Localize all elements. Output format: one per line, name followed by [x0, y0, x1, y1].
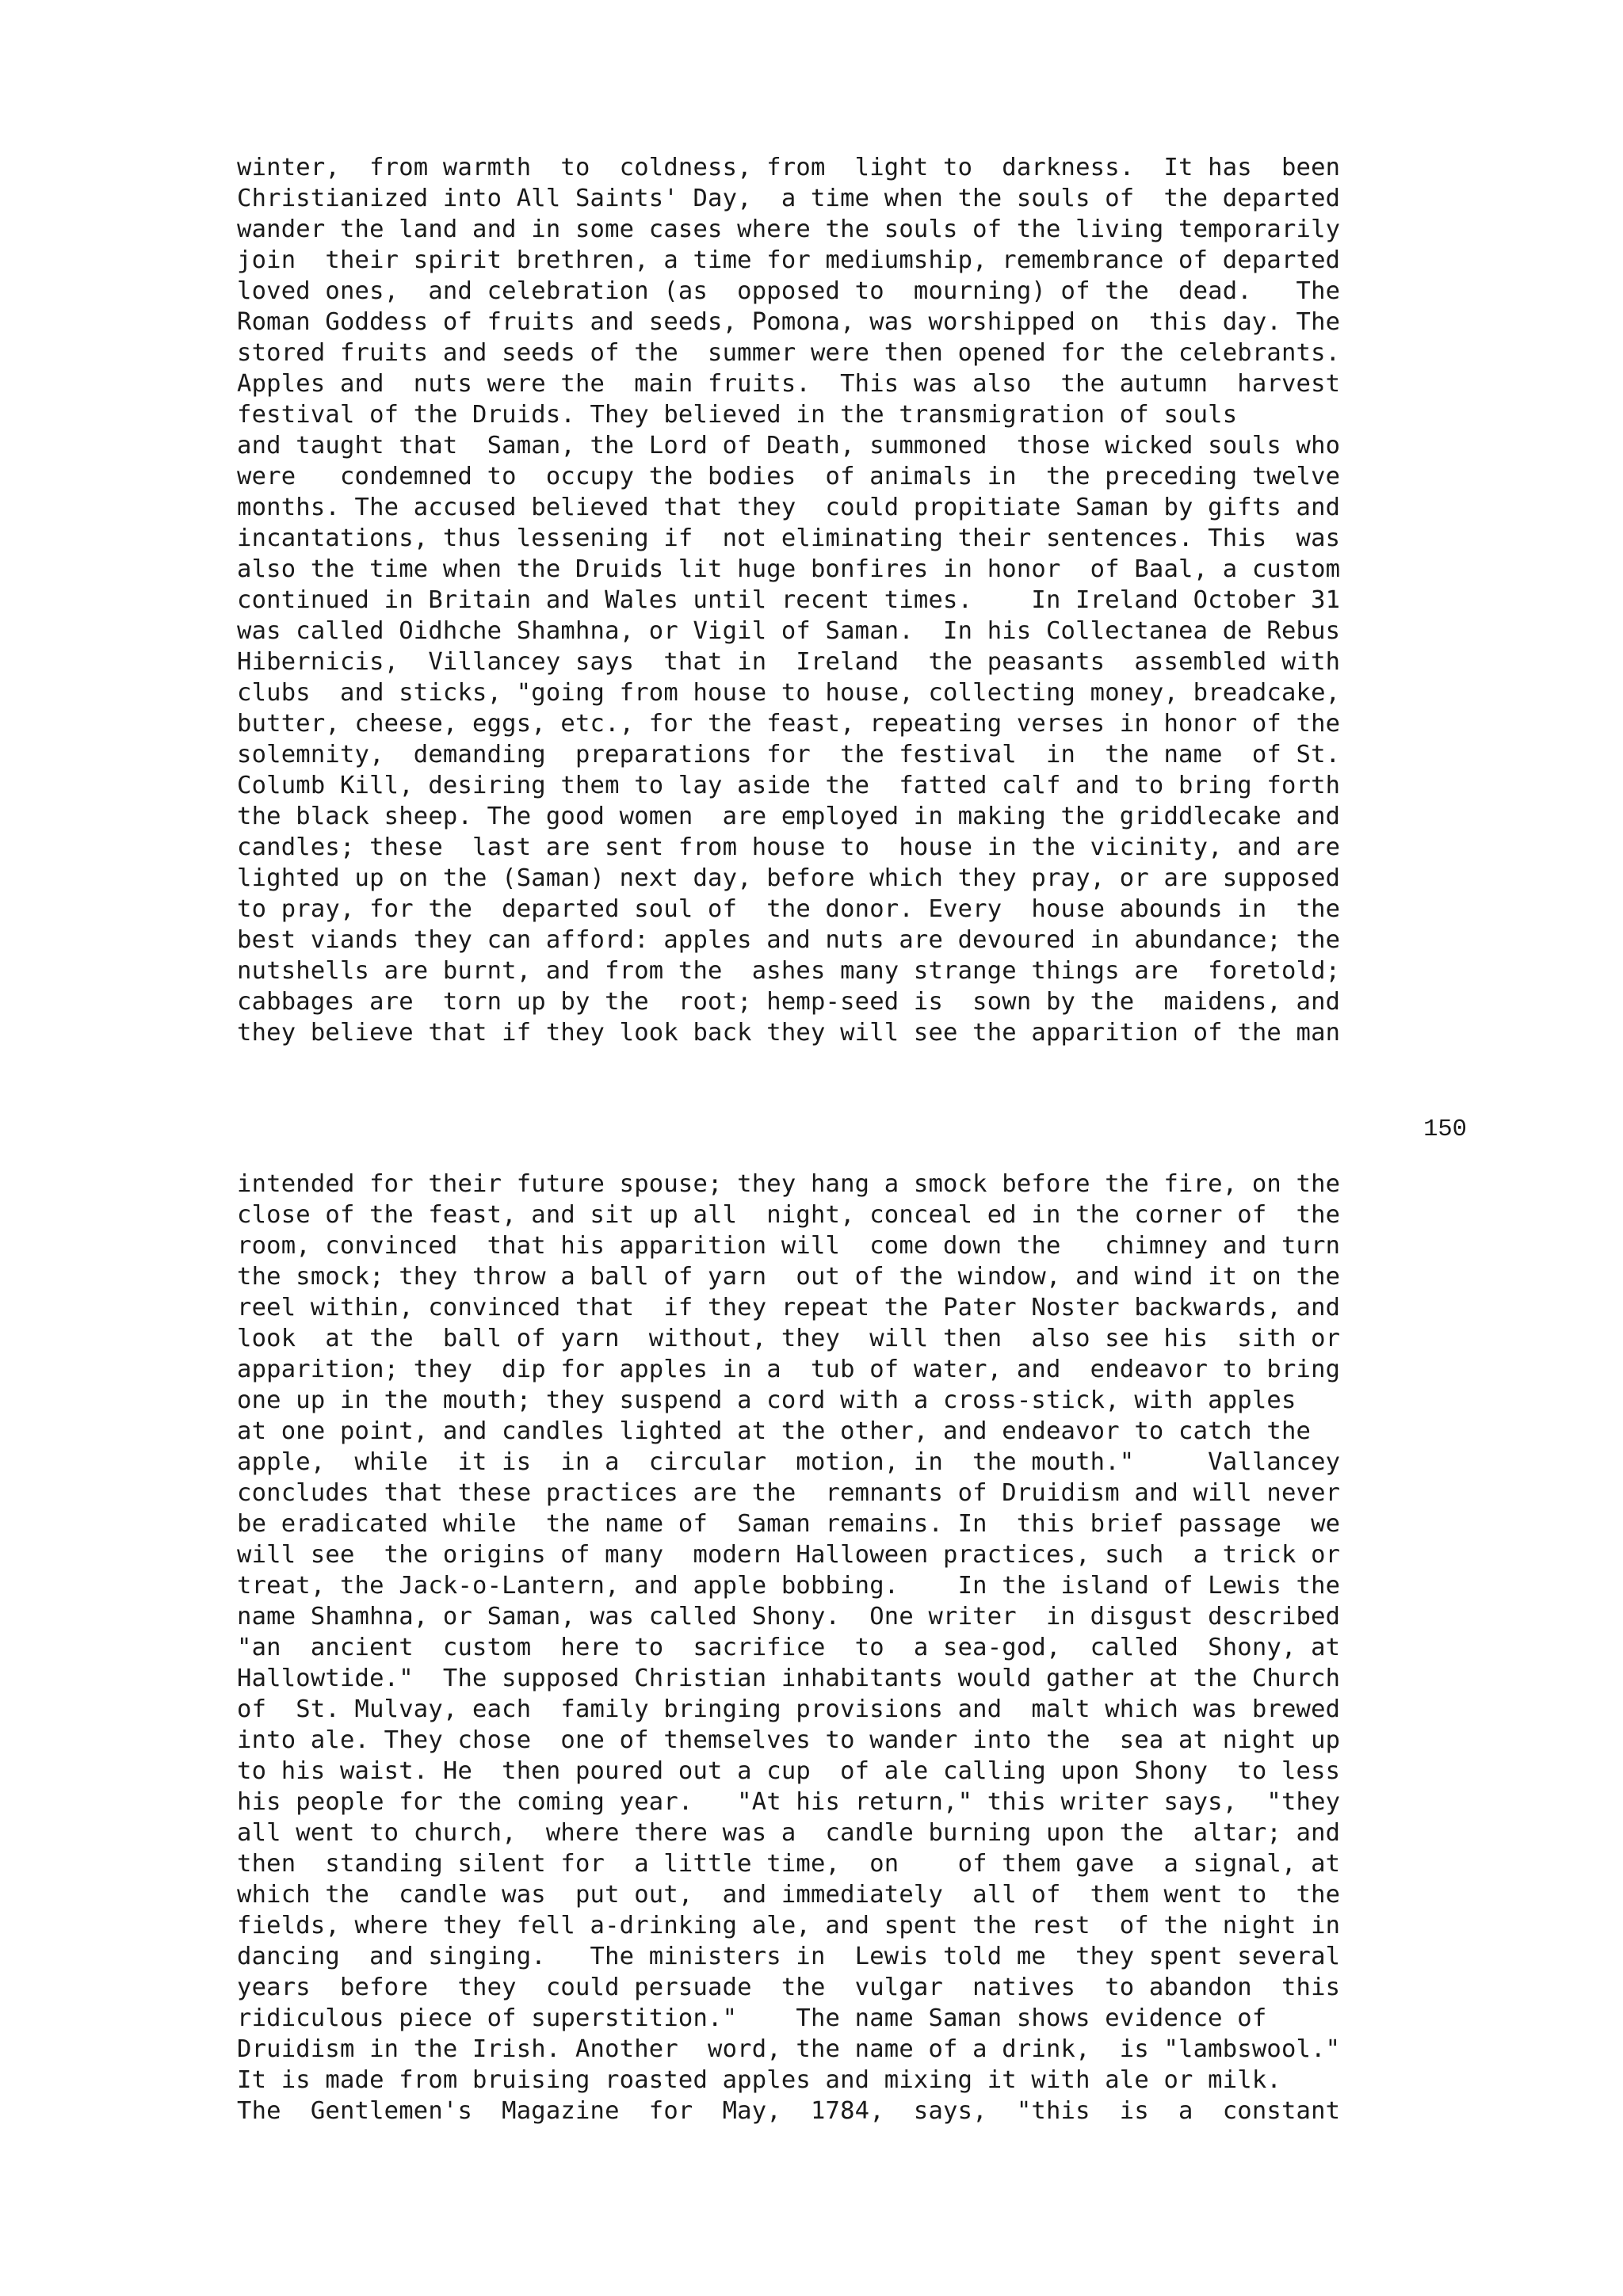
page-number: 150 [1423, 1116, 1467, 1143]
text-block-top: winter, from warmth to coldness, from light to darkness. It has been Christianized into All Saints' Day, a time when the souls of the departed wander the land and in some cases where the souls of the living temporarily join their spirit brethren, a time for mediumship, remembrance of departed loved ones, and celebration (as opposed to mourning) of the dead. The Roman Goddess of fruits and seeds, Pomona, was worshipped on this day. The stored fruits and seeds of the summer were then opened for the celebrants. Apples and nuts were the main fruits. This was also the autumn harvest festival of the Druids. They believed in the transmigration of souls and taught that Saman, the Lord of Death, summoned those wicked souls who were condemned to occupy the bodies of animals in the preceding twelve months. The accused believed that they could propitiate Saman by gifts and incantations, thus lessening if not eliminating their sentences. This was also the time when the Druids lit huge bonfires in honor of Baal, a custom continued in Britain and Wales until recent times. In Ireland October 31 was called Oidhche Shamhna, or Vigil of Saman. In his Collectanea de Rebus Hibernicis, Villancey says that in Ireland the peasants assembled with clubs and sticks, "going from house to house, collecting money, breadcake, butter, cheese, eggs, etc., for the feast, repeating verses in honor of the solemnity, demanding preparations for the festival in the name of St. Columb Kill, desiring them to lay aside the fatted calf and to bring forth the black sheep. The good women are employed in making the griddlecake and candles; these last are sent from house to house in the vicinity, and are lighted up on the (Saman) next day, before which they pray, or are supposed to pray, for the departed soul of the donor. Every house abounds in the best viands they can afford: apples and nuts are devoured in abundance; the nutshells are burnt, and from the ashes many strange things are foretold; cabbages are torn up by the root; hemp-seed is sown by the maidens, and they believe that if they look back they will see the apparition of the man [237, 154, 1341, 1047]
text-block-bottom: intended for their future spouse; they hang a smock before the fire, on the close of the feast, and sit up all night, conceal ed in the corner of the room, convinced that his apparition will come down the chimney and turn the smock; they throw a ball of yarn out of the window, and wind it on the reel within, convinced that if they repeat the Pater Noster backwards, and look at the ball of yarn without, they will then also see his sith or apparition; they dip for apples in a tub of water, and endeavor to bring one up in the mouth; they suspend a cord with a cross-stick, with apples at one point, and candles lighted at the other, and endeavor to catch the apple, while it is in a circular motion, in the mouth." Vallancey concludes that these practices are the remnants of Druidism and will never be eradicated while the name of Saman remains. In this brief passage we will see the origins of many modern Halloween practices, such a trick or treat, the Jack-o-Lantern, and apple bobbing. In the island of Lewis the name Shamhna, or Saman, was called Shony. One writer in disgust described "an ancient custom here to sacrifice to a sea-god, called Shony, at Hallowtide." The supposed Christian inhabitants would gather at the Church of St. Mulvay, each family bringing provisions and malt which was brewed into ale. They chose one of themselves to wander into the sea at night up to his waist. He then poured out a cup of ale calling upon Shony to less his people for the coming year. "At his return," this writer says, "they all went to church, where there was a candle burning upon the altar; and then standing silent for a little time, on of them gave a signal, at which the candle was put out, and immediately all of them went to the fields, where they fell a-drinking ale, and spent the rest of the night in dancing and singing. The ministers in Lewis told me they spent several years before they could persuade the vulgar natives to abandon this ridiculous piece of superstition." The name Saman shows evidence of Druidism in the Irish. Another word, the name of a drink, is "lambswool." It is made from bruising roasted apples and mixing it with ale or milk. The Gentlemen's Magazine for May, 1784, says, "this is a constant [237, 1170, 1341, 2125]
